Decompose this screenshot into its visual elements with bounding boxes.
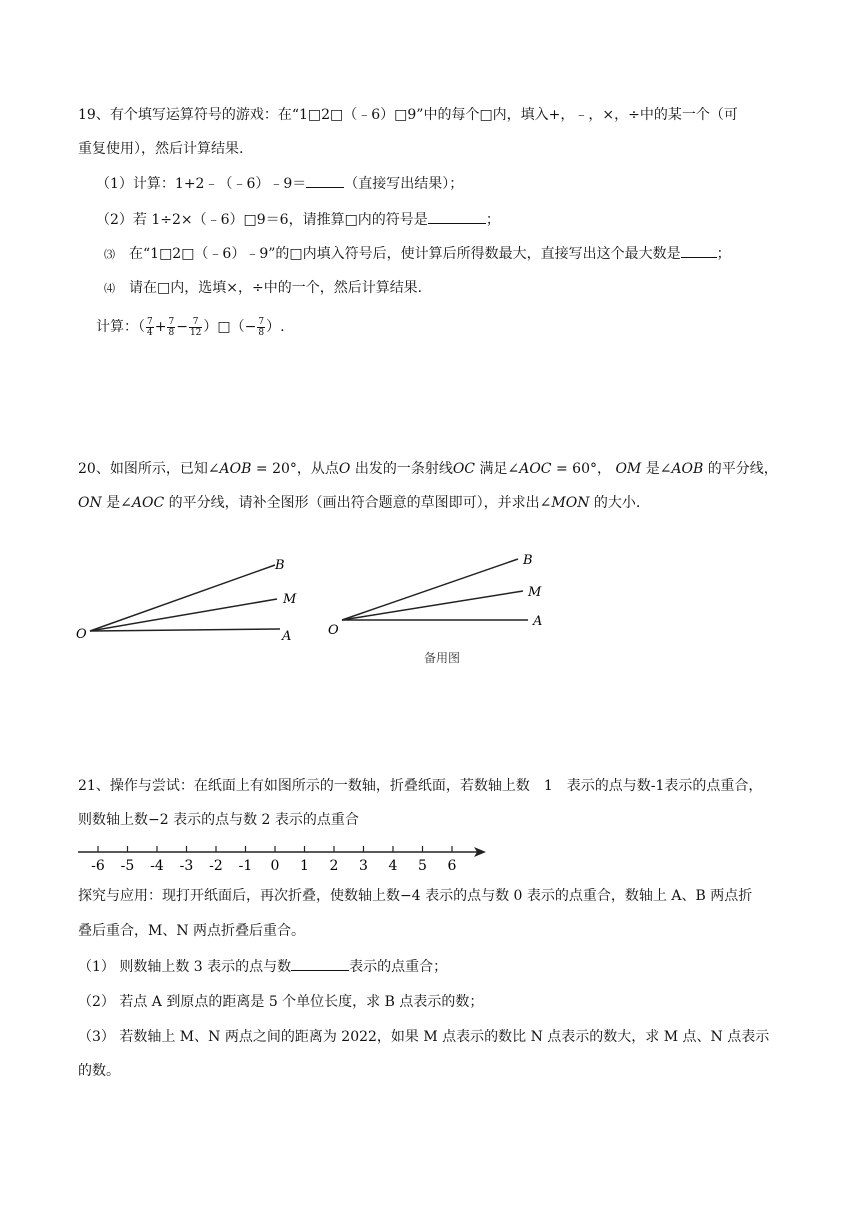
ray-ob <box>90 565 275 631</box>
angle-aoc: AOC <box>131 495 165 511</box>
point-o: O <box>338 461 351 477</box>
fraction-numerator: 7 <box>258 316 265 327</box>
q21-part3-line2: 的数。 <box>78 1063 120 1079</box>
q19-part3-text: 在“1□2□（﹣6）﹣9”的□内填入符号后，使计算后所得数最大，直接写出这个最大数是 <box>129 246 681 262</box>
q21-part3-line1: （3） 若数轴上 M、N 两点之间的距离为 2022，如果 M 点表示的数比 N 点表示的数大，求 M 点、N 点表示 <box>78 1029 770 1045</box>
q20-text: = 20°，从点 <box>251 461 339 477</box>
q20-figure-spare <box>320 545 560 675</box>
label-a: A <box>282 629 292 644</box>
axis-tick-label: 4 <box>388 858 398 874</box>
ray-ob <box>342 559 518 620</box>
axis-tick-label: -6 <box>91 858 105 874</box>
label-o: O <box>76 627 87 642</box>
ray-oc: OC <box>452 461 476 477</box>
q19-part1-suffix: （直接写出结果）； <box>344 176 464 192</box>
q21-line2: 则数轴上数−2 表示的点与数 2 表示的点重合 <box>78 812 359 828</box>
q19-line1: 19、有个填写运算符号的游戏：在“1□2□（﹣6）□9”中的每个□内，填入+，﹣，×，÷中的某一个（可 <box>78 107 738 123</box>
axis-tick-label: 1 <box>300 858 309 874</box>
fraction-denominator: 8 <box>168 327 175 338</box>
fraction-7-4 <box>146 317 154 338</box>
q19-part1-answer-blank[interactable] <box>306 187 344 188</box>
axis-tick-label: 6 <box>447 858 457 874</box>
q19-part1-text: （1）计算：1+2﹣（﹣6）﹣9＝ <box>96 176 307 192</box>
q20-text: 是∠ <box>101 495 132 511</box>
axis-tick-label: -2 <box>209 858 223 874</box>
q20-line1 <box>78 460 778 478</box>
label-m: M <box>528 585 542 600</box>
q19-part4-number: ⑷ <box>104 282 115 295</box>
q21-part1-text: （1） 则数轴上数 3 表示的点与数 <box>78 959 292 975</box>
q19-calc-expression <box>96 312 285 342</box>
ray-om <box>342 591 523 620</box>
q19-part3-answer-blank[interactable] <box>681 257 717 258</box>
q21-explore1: 探究与应用：现打开纸面后，再次折叠，使数轴上数−4 表示的点与数 0 表示的点重合，数轴上 A、B 两点折 <box>78 888 753 904</box>
fraction-7-12 <box>189 317 202 338</box>
fraction-numerator: 7 <box>189 317 202 328</box>
calc-close: ）. <box>266 319 285 335</box>
ray-om: OM <box>615 461 642 477</box>
q20-line2 <box>78 494 640 512</box>
fraction-denominator: 12 <box>189 327 202 338</box>
axis-tick-label: -1 <box>238 858 253 874</box>
calc-label: 计算： <box>96 319 138 335</box>
q21-part2: （2） 若点 A 到原点的距离是 5 个单位长度，求 B 点表示的数； <box>78 994 484 1010</box>
label-o: O <box>328 623 339 638</box>
q19-part2-text: （2）若 1÷2×（﹣6）□9＝6，请推算□内的符号是 <box>96 212 428 228</box>
calc-open: （ <box>138 319 145 335</box>
plus-sign: + <box>154 319 167 335</box>
axis-tick-label: -4 <box>150 858 164 874</box>
q20-text: 的平分线， <box>703 461 778 477</box>
minus-sign: − <box>176 319 188 335</box>
q19-part2 <box>96 211 500 229</box>
label-b: B <box>523 553 533 568</box>
q21-part1-suffix: 表示的点重合； <box>349 959 448 975</box>
angle-aob: AOB <box>671 461 704 477</box>
angle-aob: AOB <box>219 461 252 477</box>
fraction-7-8 <box>167 317 175 338</box>
axis-tick-label: 0 <box>270 858 280 874</box>
q21-part1 <box>78 958 447 976</box>
axis-tick-label: 2 <box>329 858 339 874</box>
ray-oa <box>90 629 280 631</box>
label-m: M <box>283 592 297 607</box>
q20-text: 满足∠ <box>475 461 520 477</box>
axis-tick-label: -5 <box>120 858 135 874</box>
q21-explore2: 叠后重合，M、N 两点折叠后重合。 <box>78 923 306 939</box>
axis-tick-label: 5 <box>418 858 427 874</box>
q21-part1-answer-blank[interactable] <box>291 970 349 971</box>
angle-aoc: AOC <box>519 461 552 477</box>
fraction-numerator: 7 <box>147 316 153 327</box>
q20-text: 的平分线，请补全图形（画出符合题意的草图即可），并求出∠ <box>164 495 552 511</box>
q19-part2-suffix: ； <box>485 212 500 228</box>
q19-part2-answer-blank[interactable] <box>428 223 486 224</box>
q20-text: 20、如图所示，已知∠ <box>78 461 220 477</box>
q19-part3-number: ⑶ <box>104 248 115 261</box>
q20-figure-main <box>70 550 310 650</box>
label-b: B <box>275 558 285 573</box>
axis-tick-label: -3 <box>179 858 194 874</box>
calc-middle: ）□（− <box>203 319 257 335</box>
q19-part1 <box>96 175 463 193</box>
q20-text: 出发的一条射线 <box>350 461 453 477</box>
fraction-denominator: 8 <box>258 327 265 338</box>
q20-text: = 60°， <box>551 461 616 477</box>
fraction-denominator: 4 <box>147 327 153 338</box>
q20-text: 的大小. <box>589 495 641 511</box>
axis-tick-label: 3 <box>359 858 368 874</box>
fraction-7-8-second <box>257 317 265 338</box>
fraction-numerator: 7 <box>168 316 175 327</box>
q19-part3-suffix: ； <box>716 246 731 262</box>
spare-figure-caption: 备用图 <box>424 651 461 665</box>
q19-part3 <box>104 245 731 264</box>
ray-om <box>90 599 277 631</box>
ray-on: ON <box>78 495 102 511</box>
q19-part4 <box>104 279 422 298</box>
number-line <box>74 838 494 878</box>
q19-part4-text: 请在□内，选填×，÷中的一个，然后计算结果. <box>129 280 423 296</box>
angle-mon: MON <box>551 495 590 511</box>
label-a: A <box>533 614 543 629</box>
q21-line1: 21、操作与尝试：在纸面上有如图所示的一数轴，折叠纸面，若数轴上数 1 表示的点与数-1表示的点重合， <box>78 778 763 794</box>
q20-text: 是∠ <box>641 461 672 477</box>
q19-line2: 重复使用），然后计算结果. <box>78 141 244 157</box>
